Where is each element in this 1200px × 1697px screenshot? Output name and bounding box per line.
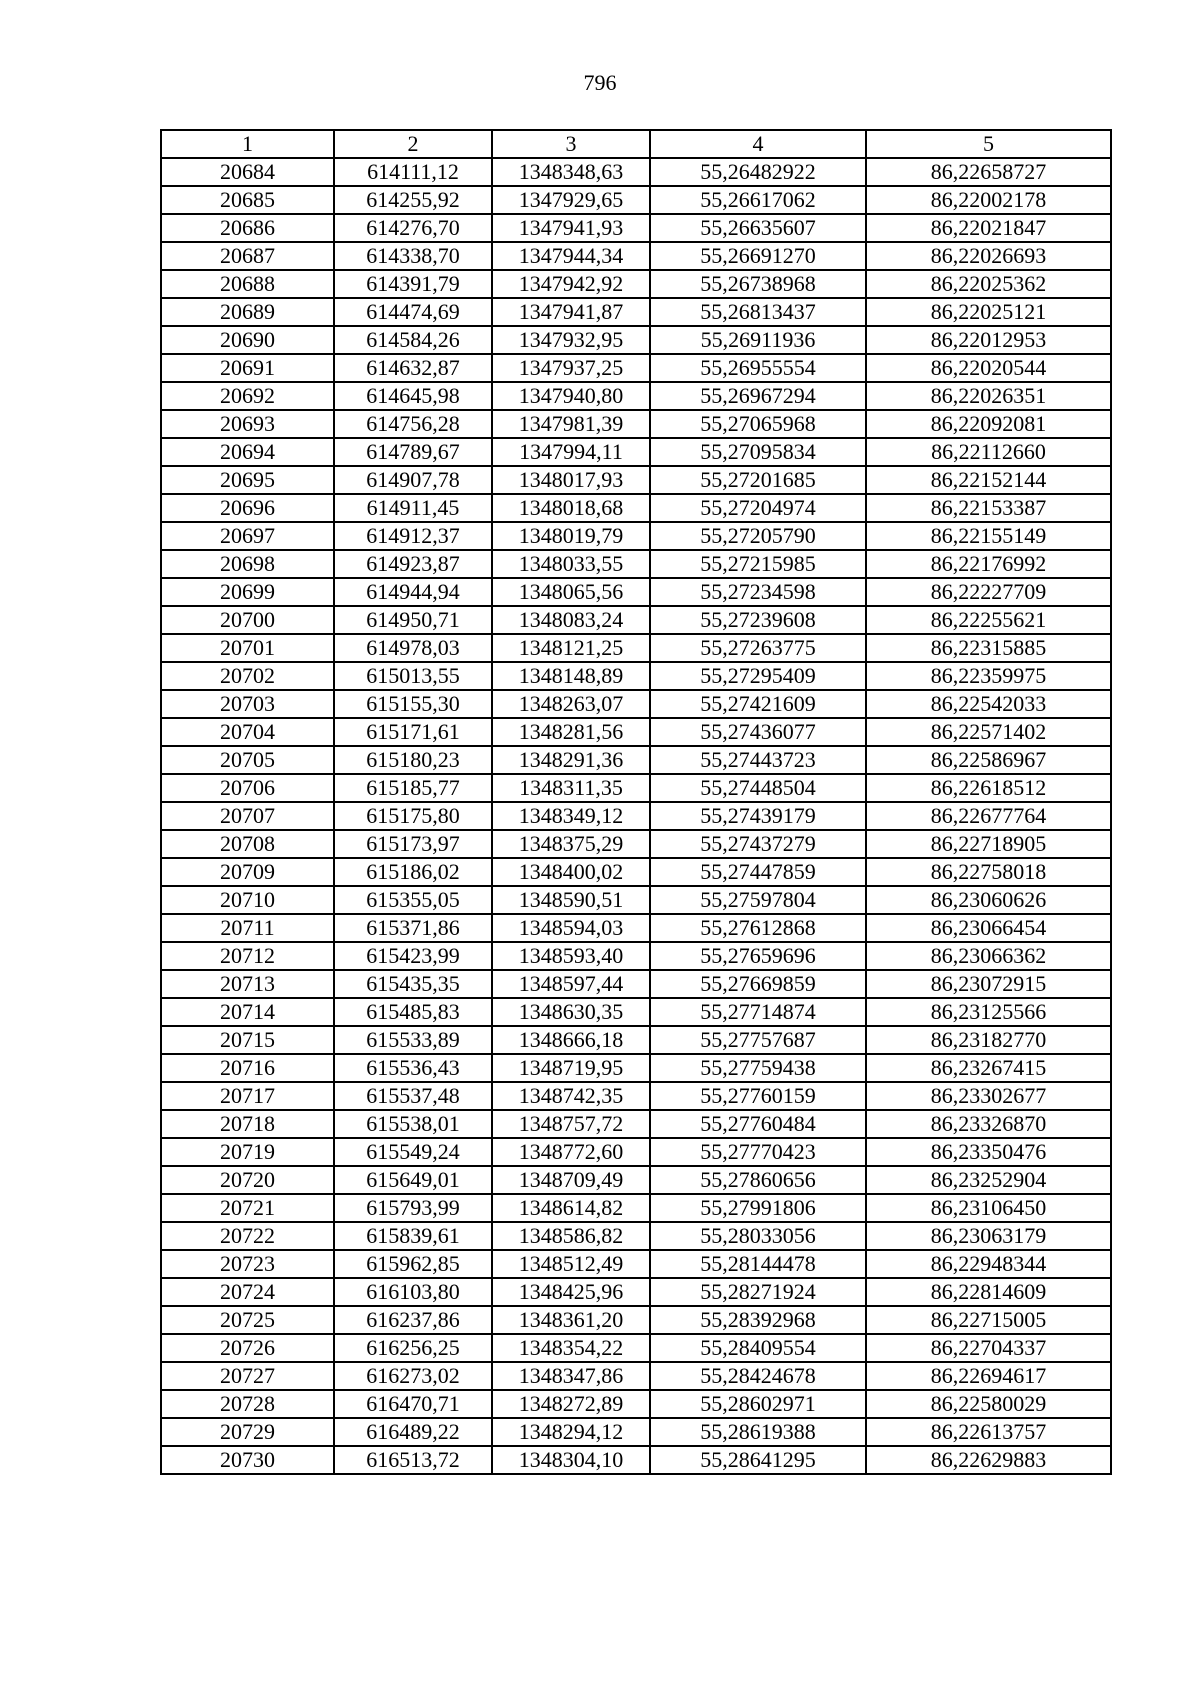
- table-row: [161, 1390, 1111, 1418]
- table-cell-col-5: 86,22152144: [866, 466, 1111, 494]
- table-row: [161, 1054, 1111, 1082]
- table-cell-col-3: 1348586,82: [492, 1222, 650, 1250]
- table-cell-col-5: 86,23182770: [866, 1026, 1111, 1054]
- table-cell-col-4: 55,27714874: [650, 998, 866, 1026]
- table-cell-col-5: 86,23350476: [866, 1138, 1111, 1166]
- table-row: [161, 466, 1111, 494]
- table-cell-col-3: 1348594,03: [492, 914, 650, 942]
- table-cell-col-4: 55,27095834: [650, 438, 866, 466]
- table-cell-col-5: 86,22580029: [866, 1390, 1111, 1418]
- table-cell-col-5: 86,22704337: [866, 1334, 1111, 1362]
- table-cell-col-5: 86,23267415: [866, 1054, 1111, 1082]
- table-cell-col-3: 1348425,96: [492, 1278, 650, 1306]
- table-row: [161, 662, 1111, 690]
- table-cell-col-5: 86,22694617: [866, 1362, 1111, 1390]
- table-cell-col-1: 20687: [161, 242, 334, 270]
- table-cell-col-2: 616489,22: [334, 1418, 492, 1446]
- table-cell-col-1: 20691: [161, 354, 334, 382]
- table-cell-col-4: 55,27295409: [650, 662, 866, 690]
- table-cell-col-2: 615649,01: [334, 1166, 492, 1194]
- table-cell-col-3: 1348375,29: [492, 830, 650, 858]
- table-cell-col-2: 616103,80: [334, 1278, 492, 1306]
- table-row: [161, 214, 1111, 242]
- table-cell-col-1: 20704: [161, 718, 334, 746]
- header-cell-1: 1: [161, 130, 334, 158]
- table-cell-col-2: 614756,28: [334, 410, 492, 438]
- table-cell-col-1: 20730: [161, 1446, 334, 1474]
- table-row: [161, 1306, 1111, 1334]
- table-cell-col-4: 55,27991806: [650, 1194, 866, 1222]
- table-cell-col-5: 86,22758018: [866, 858, 1111, 886]
- page-number: 796: [583, 70, 617, 95]
- table-cell-col-3: 1347941,87: [492, 298, 650, 326]
- table-cell-col-4: 55,27659696: [650, 942, 866, 970]
- table-cell-col-3: 1348630,35: [492, 998, 650, 1026]
- table-cell-col-1: 20695: [161, 466, 334, 494]
- table-row: [161, 410, 1111, 438]
- table-cell-col-1: 20728: [161, 1390, 334, 1418]
- table-header: [161, 130, 1111, 158]
- table-row: [161, 438, 1111, 466]
- table-cell-col-3: 1348349,12: [492, 802, 650, 830]
- table-cell-col-4: 55,26813437: [650, 298, 866, 326]
- table-cell-col-5: 86,22012953: [866, 326, 1111, 354]
- table-cell-col-5: 86,22025121: [866, 298, 1111, 326]
- table-cell-col-2: 615549,24: [334, 1138, 492, 1166]
- table-row: [161, 1362, 1111, 1390]
- table-cell-col-4: 55,27204974: [650, 494, 866, 522]
- table-row: [161, 998, 1111, 1026]
- table-cell-col-2: 614474,69: [334, 298, 492, 326]
- table-cell-col-3: 1348361,20: [492, 1306, 650, 1334]
- table-cell-col-5: 86,23072915: [866, 970, 1111, 998]
- table-cell-col-4: 55,27234598: [650, 578, 866, 606]
- table-cell-col-1: 20702: [161, 662, 334, 690]
- table-cell-col-3: 1347944,34: [492, 242, 650, 270]
- table-cell-col-5: 86,22002178: [866, 186, 1111, 214]
- table-cell-col-1: 20713: [161, 970, 334, 998]
- table-cell-col-3: 1348347,86: [492, 1362, 650, 1390]
- table-cell-col-5: 86,22948344: [866, 1250, 1111, 1278]
- table-cell-col-4: 55,28619388: [650, 1418, 866, 1446]
- table-cell-col-3: 1347942,92: [492, 270, 650, 298]
- table-cell-col-1: 20719: [161, 1138, 334, 1166]
- table-row: [161, 550, 1111, 578]
- table-cell-col-4: 55,27760484: [650, 1110, 866, 1138]
- table-cell-col-4: 55,27669859: [650, 970, 866, 998]
- table-row: [161, 186, 1111, 214]
- table-cell-col-3: 1348614,82: [492, 1194, 650, 1222]
- table-cell-col-4: 55,28392968: [650, 1306, 866, 1334]
- table-cell-col-1: 20726: [161, 1334, 334, 1362]
- table-cell-col-1: 20694: [161, 438, 334, 466]
- table-cell-col-3: 1348512,49: [492, 1250, 650, 1278]
- table-body: [161, 158, 1111, 1474]
- table-row: [161, 354, 1111, 382]
- table-cell-col-3: 1348597,44: [492, 970, 650, 998]
- table-cell-col-2: 615793,99: [334, 1194, 492, 1222]
- table-cell-col-4: 55,27860656: [650, 1166, 866, 1194]
- table-cell-col-2: 614923,87: [334, 550, 492, 578]
- table-cell-col-2: 615537,48: [334, 1082, 492, 1110]
- table-cell-col-3: 1348719,95: [492, 1054, 650, 1082]
- table-cell-col-2: 615962,85: [334, 1250, 492, 1278]
- header-row: [161, 130, 1111, 158]
- header-cell-5: 5: [866, 130, 1111, 158]
- table-cell-col-3: 1348065,56: [492, 578, 650, 606]
- table-row: [161, 1418, 1111, 1446]
- table-cell-col-2: 615538,01: [334, 1110, 492, 1138]
- table-cell-col-1: 20716: [161, 1054, 334, 1082]
- table-cell-col-4: 55,26635607: [650, 214, 866, 242]
- table-row: [161, 1026, 1111, 1054]
- table-row: [161, 158, 1111, 186]
- table-cell-col-3: 1347937,25: [492, 354, 650, 382]
- table-cell-col-5: 86,22020544: [866, 354, 1111, 382]
- table-cell-col-5: 86,22629883: [866, 1446, 1111, 1474]
- table-row: [161, 522, 1111, 550]
- table-cell-col-4: 55,28409554: [650, 1334, 866, 1362]
- header-cell-3: 3: [492, 130, 650, 158]
- table-cell-col-1: 20686: [161, 214, 334, 242]
- table-cell-col-3: 1348019,79: [492, 522, 650, 550]
- table-cell-col-5: 86,22613757: [866, 1418, 1111, 1446]
- table-cell-col-4: 55,27437279: [650, 830, 866, 858]
- table-cell-col-3: 1348348,63: [492, 158, 650, 186]
- table-row: [161, 886, 1111, 914]
- table-cell-col-4: 55,26617062: [650, 186, 866, 214]
- table-cell-col-1: 20723: [161, 1250, 334, 1278]
- table-cell-col-5: 86,22155149: [866, 522, 1111, 550]
- table-cell-col-3: 1347981,39: [492, 410, 650, 438]
- table-cell-col-4: 55,26738968: [650, 270, 866, 298]
- table-cell-col-1: 20710: [161, 886, 334, 914]
- table-cell-col-3: 1348291,36: [492, 746, 650, 774]
- table-cell-col-2: 615839,61: [334, 1222, 492, 1250]
- table-cell-col-2: 614255,92: [334, 186, 492, 214]
- table-cell-col-5: 86,22025362: [866, 270, 1111, 298]
- table-cell-col-4: 55,27597804: [650, 886, 866, 914]
- table-row: [161, 858, 1111, 886]
- table-cell-col-4: 55,26955554: [650, 354, 866, 382]
- table-cell-col-3: 1347940,80: [492, 382, 650, 410]
- table-cell-col-1: 20690: [161, 326, 334, 354]
- table-cell-col-2: 616273,02: [334, 1362, 492, 1390]
- table-cell-col-3: 1348033,55: [492, 550, 650, 578]
- table-cell-col-5: 86,22677764: [866, 802, 1111, 830]
- table-cell-col-5: 86,23066454: [866, 914, 1111, 942]
- table-cell-col-2: 615435,35: [334, 970, 492, 998]
- table-row: [161, 494, 1111, 522]
- table-row: [161, 914, 1111, 942]
- table-cell-col-4: 55,27263775: [650, 634, 866, 662]
- table-row: [161, 942, 1111, 970]
- table-row: [161, 326, 1111, 354]
- table-cell-col-5: 86,23252904: [866, 1166, 1111, 1194]
- table-cell-col-1: 20721: [161, 1194, 334, 1222]
- table-cell-col-2: 614645,98: [334, 382, 492, 410]
- table-cell-col-3: 1348281,56: [492, 718, 650, 746]
- table-cell-col-2: 615371,86: [334, 914, 492, 942]
- table-cell-col-5: 86,22658727: [866, 158, 1111, 186]
- table-cell-col-3: 1348121,25: [492, 634, 650, 662]
- table-cell-col-4: 55,27770423: [650, 1138, 866, 1166]
- table-cell-col-2: 616470,71: [334, 1390, 492, 1418]
- table-row: [161, 578, 1111, 606]
- table-cell-col-1: 20693: [161, 410, 334, 438]
- table-row: [161, 1138, 1111, 1166]
- table-cell-col-1: 20707: [161, 802, 334, 830]
- header-cell-4: 4: [650, 130, 866, 158]
- table-cell-col-5: 86,23060626: [866, 886, 1111, 914]
- table-cell-col-5: 86,22026693: [866, 242, 1111, 270]
- table-cell-col-4: 55,28424678: [650, 1362, 866, 1390]
- table-cell-col-4: 55,27760159: [650, 1082, 866, 1110]
- table-row: [161, 1082, 1111, 1110]
- table-cell-col-3: 1348263,07: [492, 690, 650, 718]
- table-cell-col-4: 55,27436077: [650, 718, 866, 746]
- table-cell-col-5: 86,22176992: [866, 550, 1111, 578]
- table-cell-col-2: 614911,45: [334, 494, 492, 522]
- table-cell-col-2: 615355,05: [334, 886, 492, 914]
- table-cell-col-5: 86,23125566: [866, 998, 1111, 1026]
- table-row: [161, 690, 1111, 718]
- table-row: [161, 298, 1111, 326]
- table-cell-col-5: 86,22618512: [866, 774, 1111, 802]
- table-cell-col-2: 615173,97: [334, 830, 492, 858]
- table-cell-col-4: 55,28271924: [650, 1278, 866, 1306]
- table-row: [161, 1446, 1111, 1474]
- table-row: [161, 774, 1111, 802]
- table-cell-col-3: 1347941,93: [492, 214, 650, 242]
- table-cell-col-2: 615180,23: [334, 746, 492, 774]
- table-cell-col-5: 86,22814609: [866, 1278, 1111, 1306]
- table-cell-col-3: 1348709,49: [492, 1166, 650, 1194]
- table-cell-col-3: 1348666,18: [492, 1026, 650, 1054]
- table-cell-col-2: 615171,61: [334, 718, 492, 746]
- table-cell-col-5: 86,23063179: [866, 1222, 1111, 1250]
- table-cell-col-1: 20705: [161, 746, 334, 774]
- table-cell-col-1: 20685: [161, 186, 334, 214]
- table-cell-col-5: 86,22542033: [866, 690, 1111, 718]
- table-row: [161, 242, 1111, 270]
- table-cell-col-1: 20712: [161, 942, 334, 970]
- table-row: [161, 1250, 1111, 1278]
- table-row: [161, 634, 1111, 662]
- table-cell-col-3: 1348593,40: [492, 942, 650, 970]
- table-cell-col-1: 20727: [161, 1362, 334, 1390]
- table-cell-col-4: 55,26911936: [650, 326, 866, 354]
- table-cell-col-3: 1348148,89: [492, 662, 650, 690]
- coordinates-table: [160, 129, 1112, 1475]
- table-cell-col-1: 20724: [161, 1278, 334, 1306]
- table-cell-col-4: 55,28033056: [650, 1222, 866, 1250]
- table-cell-col-3: 1347932,95: [492, 326, 650, 354]
- table-cell-col-1: 20701: [161, 634, 334, 662]
- table-cell-col-3: 1348083,24: [492, 606, 650, 634]
- table-cell-col-2: 614789,67: [334, 438, 492, 466]
- table-row: [161, 1166, 1111, 1194]
- table-cell-col-2: 615485,83: [334, 998, 492, 1026]
- table-cell-col-2: 614276,70: [334, 214, 492, 242]
- table-cell-col-5: 86,22153387: [866, 494, 1111, 522]
- table-row: [161, 970, 1111, 998]
- table-cell-col-1: 20699: [161, 578, 334, 606]
- table-cell-col-4: 55,26967294: [650, 382, 866, 410]
- table-cell-col-4: 55,27759438: [650, 1054, 866, 1082]
- table-cell-col-1: 20703: [161, 690, 334, 718]
- table-cell-col-2: 615175,80: [334, 802, 492, 830]
- table-cell-col-5: 86,22227709: [866, 578, 1111, 606]
- table-cell-col-2: 614338,70: [334, 242, 492, 270]
- table-cell-col-5: 86,22571402: [866, 718, 1111, 746]
- table-cell-col-3: 1347929,65: [492, 186, 650, 214]
- table-cell-col-1: 20720: [161, 1166, 334, 1194]
- table-cell-col-2: 616237,86: [334, 1306, 492, 1334]
- table-cell-col-2: 615423,99: [334, 942, 492, 970]
- table-row: [161, 1110, 1111, 1138]
- table-cell-col-4: 55,27443723: [650, 746, 866, 774]
- table-row: [161, 718, 1111, 746]
- table-row: [161, 802, 1111, 830]
- table-cell-col-2: 615536,43: [334, 1054, 492, 1082]
- table-cell-col-4: 55,27757687: [650, 1026, 866, 1054]
- table-cell-col-3: 1347994,11: [492, 438, 650, 466]
- table-cell-col-4: 55,27065968: [650, 410, 866, 438]
- table-cell-col-2: 615155,30: [334, 690, 492, 718]
- table-cell-col-1: 20698: [161, 550, 334, 578]
- table-cell-col-3: 1348304,10: [492, 1446, 650, 1474]
- table-cell-col-4: 55,27421609: [650, 690, 866, 718]
- table-cell-col-1: 20714: [161, 998, 334, 1026]
- table-cell-col-5: 86,22255621: [866, 606, 1111, 634]
- table-cell-col-2: 614632,87: [334, 354, 492, 382]
- table-cell-col-1: 20688: [161, 270, 334, 298]
- table-cell-col-3: 1348742,35: [492, 1082, 650, 1110]
- table-cell-col-3: 1348272,89: [492, 1390, 650, 1418]
- table-cell-col-4: 55,27439179: [650, 802, 866, 830]
- table-cell-col-2: 614978,03: [334, 634, 492, 662]
- table-cell-col-2: 615013,55: [334, 662, 492, 690]
- table-row: [161, 382, 1111, 410]
- table-cell-col-2: 614907,78: [334, 466, 492, 494]
- table-cell-col-2: 614584,26: [334, 326, 492, 354]
- table-row: [161, 1334, 1111, 1362]
- table-cell-col-1: 20708: [161, 830, 334, 858]
- table-cell-col-3: 1348294,12: [492, 1418, 650, 1446]
- table-cell-col-1: 20697: [161, 522, 334, 550]
- table-cell-col-3: 1348017,93: [492, 466, 650, 494]
- table-cell-col-1: 20692: [161, 382, 334, 410]
- table-cell-col-2: 614944,94: [334, 578, 492, 606]
- table-cell-col-1: 20696: [161, 494, 334, 522]
- table-cell-col-1: 20709: [161, 858, 334, 886]
- table-cell-col-5: 86,22315885: [866, 634, 1111, 662]
- table-cell-col-3: 1348311,35: [492, 774, 650, 802]
- table-cell-col-4: 55,27448504: [650, 774, 866, 802]
- table-cell-col-5: 86,22586967: [866, 746, 1111, 774]
- header-cell-2: 2: [334, 130, 492, 158]
- table-cell-col-2: 615185,77: [334, 774, 492, 802]
- table-cell-col-2: 616256,25: [334, 1334, 492, 1362]
- table-cell-col-3: 1348772,60: [492, 1138, 650, 1166]
- table-cell-col-1: 20715: [161, 1026, 334, 1054]
- table-cell-col-5: 86,22715005: [866, 1306, 1111, 1334]
- table-cell-col-1: 20700: [161, 606, 334, 634]
- table-cell-col-4: 55,28641295: [650, 1446, 866, 1474]
- table-cell-col-3: 1348018,68: [492, 494, 650, 522]
- table-cell-col-1: 20689: [161, 298, 334, 326]
- table-cell-col-1: 20718: [161, 1110, 334, 1138]
- table-cell-col-5: 86,22026351: [866, 382, 1111, 410]
- table-cell-col-4: 55,28144478: [650, 1250, 866, 1278]
- table-cell-col-5: 86,23326870: [866, 1110, 1111, 1138]
- table-cell-col-1: 20725: [161, 1306, 334, 1334]
- table-row: [161, 606, 1111, 634]
- table-cell-col-4: 55,27447859: [650, 858, 866, 886]
- table-cell-col-1: 20729: [161, 1418, 334, 1446]
- table-cell-col-2: 614912,37: [334, 522, 492, 550]
- table-cell-col-2: 614111,12: [334, 158, 492, 186]
- table-row: [161, 830, 1111, 858]
- table-cell-col-4: 55,27205790: [650, 522, 866, 550]
- table-row: [161, 1194, 1111, 1222]
- table-row: [161, 1222, 1111, 1250]
- table-cell-col-3: 1348354,22: [492, 1334, 650, 1362]
- table-cell-col-4: 55,27612868: [650, 914, 866, 942]
- table-row: [161, 1278, 1111, 1306]
- table-cell-col-4: 55,28602971: [650, 1390, 866, 1418]
- table-cell-col-2: 615186,02: [334, 858, 492, 886]
- table-cell-col-4: 55,27239608: [650, 606, 866, 634]
- table-cell-col-3: 1348400,02: [492, 858, 650, 886]
- table-cell-col-5: 86,22112660: [866, 438, 1111, 466]
- table-cell-col-3: 1348757,72: [492, 1110, 650, 1138]
- table-cell-col-5: 86,23066362: [866, 942, 1111, 970]
- table-cell-col-1: 20684: [161, 158, 334, 186]
- table-cell-col-1: 20717: [161, 1082, 334, 1110]
- table-cell-col-2: 614391,79: [334, 270, 492, 298]
- table-cell-col-1: 20706: [161, 774, 334, 802]
- table-cell-col-2: 616513,72: [334, 1446, 492, 1474]
- table-cell-col-3: 1348590,51: [492, 886, 650, 914]
- table-cell-col-4: 55,27215985: [650, 550, 866, 578]
- table-cell-col-4: 55,26482922: [650, 158, 866, 186]
- table-row: [161, 746, 1111, 774]
- table-cell-col-5: 86,22021847: [866, 214, 1111, 242]
- table-cell-col-5: 86,22092081: [866, 410, 1111, 438]
- table-cell-col-1: 20711: [161, 914, 334, 942]
- table-cell-col-5: 86,23302677: [866, 1082, 1111, 1110]
- table-cell-col-2: 614950,71: [334, 606, 492, 634]
- table-cell-col-4: 55,27201685: [650, 466, 866, 494]
- table-cell-col-2: 615533,89: [334, 1026, 492, 1054]
- table-cell-col-5: 86,23106450: [866, 1194, 1111, 1222]
- table-cell-col-5: 86,22359975: [866, 662, 1111, 690]
- table-cell-col-1: 20722: [161, 1222, 334, 1250]
- table-cell-col-5: 86,22718905: [866, 830, 1111, 858]
- table-cell-col-4: 55,26691270: [650, 242, 866, 270]
- table-row: [161, 270, 1111, 298]
